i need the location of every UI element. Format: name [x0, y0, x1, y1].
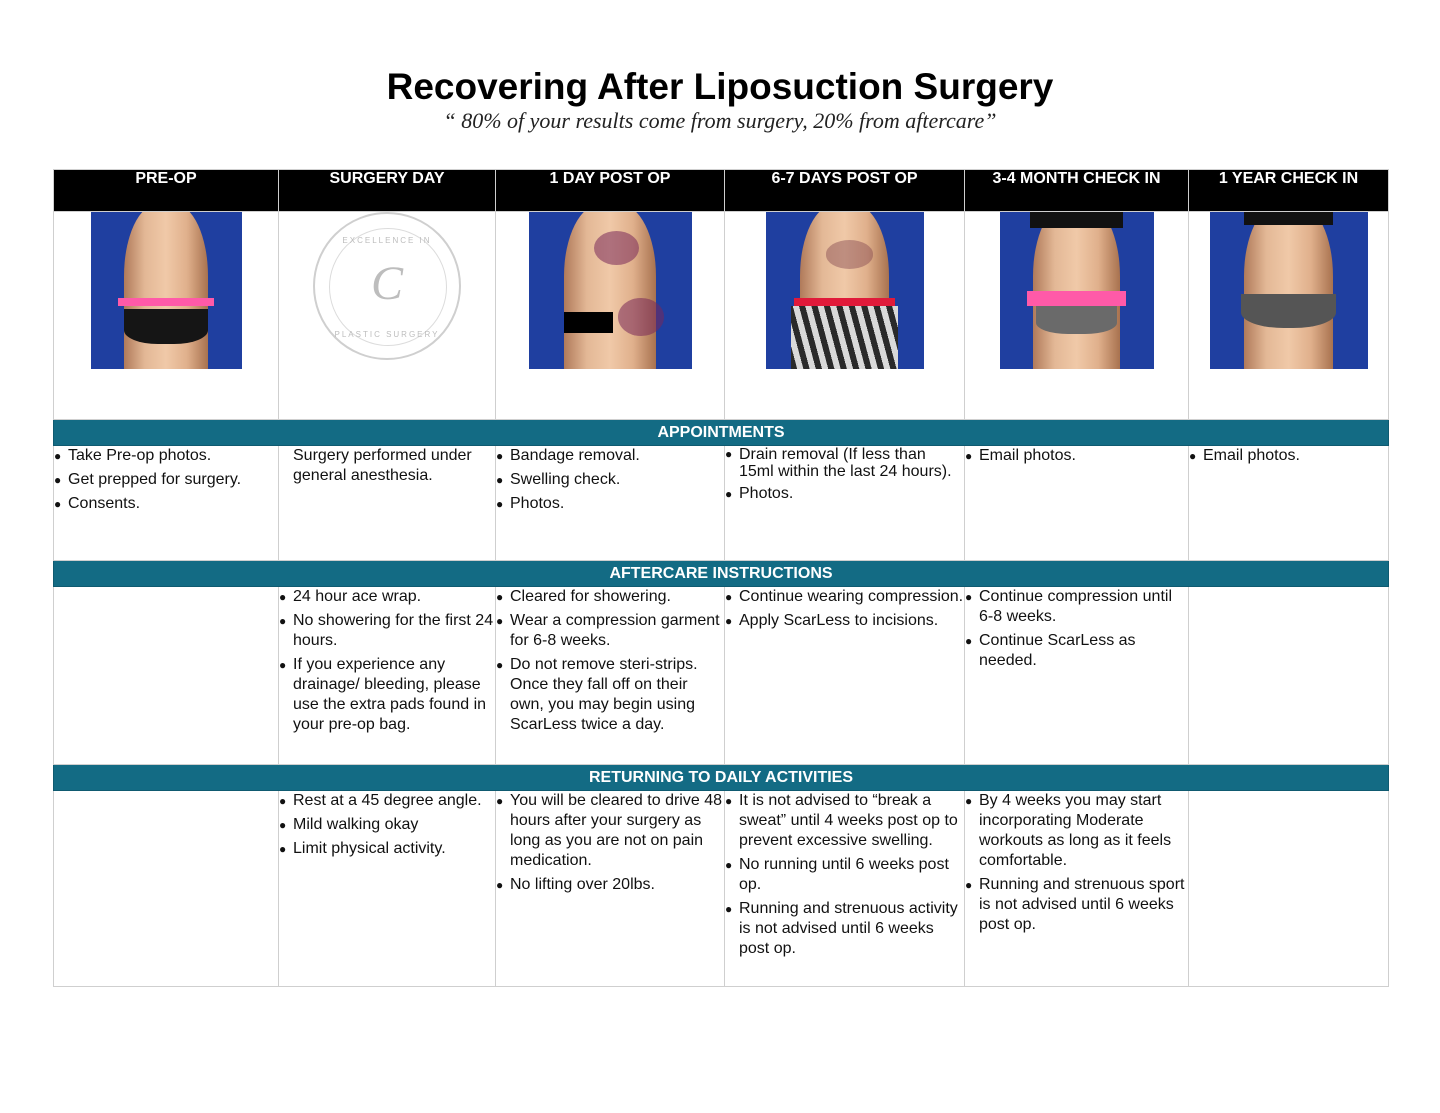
list-item: ● Continue compression until 6-8 weeks.: [965, 587, 1188, 627]
appointments-1-year-check-in: [1189, 446, 1389, 561]
month3-photo-cell: [965, 212, 1189, 420]
surgery-day-logo-cell: [279, 212, 496, 420]
aftercare-6-7-days-post-op: [725, 587, 965, 765]
list-item: ● By 4 weeks you may start incorporating Moderate workouts as long as it feels comfortable.: [965, 791, 1188, 871]
bullet-list: [54, 446, 278, 514]
bullet-list: [725, 791, 964, 959]
list-item: ● Take Pre-op photos.: [54, 446, 278, 466]
column-header-pre-op: PRE-OP: [54, 170, 279, 212]
list-item: ● Rest at a 45 degree angle.: [279, 791, 495, 811]
appointments-6-7-days-post-op: [725, 446, 965, 561]
logo-bottom-text: PLASTIC SURGERY: [334, 330, 440, 339]
column-header-1-year-check-in: 1 YEAR CHECK IN: [1189, 170, 1389, 212]
logo-letter: C: [370, 257, 403, 310]
activities-row: [54, 791, 1389, 987]
list-item: ● You will be cleared to drive 48 hours after your surgery as long as you are not on pain medication.: [496, 791, 724, 871]
aftercare-row: [54, 587, 1389, 765]
list-item: ● It is not advised to “break a sweat” until 4 weeks post op to prevent excessive swelling.: [725, 791, 964, 851]
section-header-aftercare: AFTERCARE INSTRUCTIONS: [54, 561, 1389, 587]
section-row-aftercare: [54, 561, 1389, 587]
section-header-activities: RETURNING TO DAILY ACTIVITIES: [54, 765, 1389, 791]
photo-row: [54, 212, 1389, 420]
pre-op-photo-cell: [54, 212, 279, 420]
column-header-3-4-month-check-in: 3-4 MONTH CHECK IN: [965, 170, 1189, 212]
bullet-list: [725, 446, 964, 504]
day1-photo: [529, 212, 692, 369]
list-item: ● If you experience any drainage/ bleeding, please use the extra pads found in your pre-op bag.: [279, 655, 495, 735]
activities-surgery-day: [279, 791, 496, 987]
section-row-appointments: [54, 420, 1389, 446]
bullet-list: [496, 446, 724, 514]
list-item: ● 24 hour ace wrap.: [279, 587, 495, 607]
day1-photo-cell: [496, 212, 725, 420]
aftercare-3-4-month-check-in: [965, 587, 1189, 765]
plain-text: Surgery performed under general anesthesia.: [293, 447, 472, 484]
list-item: ● Running and strenuous sport is not advised until 6 weeks post op.: [965, 875, 1188, 935]
aftercare-1-day-post-op: [496, 587, 725, 765]
list-item: ● No showering for the first 24 hours.: [279, 611, 495, 651]
appointments-surgery-day: [279, 446, 496, 561]
day7-photo: [766, 212, 924, 369]
appointments-3-4-month-check-in: [965, 446, 1189, 561]
month3-photo: [1000, 212, 1154, 369]
list-item: ● No running until 6 weeks post op.: [725, 855, 964, 895]
activities-6-7-days-post-op: [725, 791, 965, 987]
year1-photo-cell: [1189, 212, 1389, 420]
activities-1-day-post-op: [496, 791, 725, 987]
list-item: ● Get prepped for surgery.: [54, 470, 278, 490]
bullet-list: [279, 791, 495, 859]
list-item: ● Wear a compression garment for 6-8 weeks.: [496, 611, 724, 651]
list-item: ● Do not remove steri-strips. Once they fall off on their own, you may begin using ScarLess twice a day.: [496, 655, 724, 735]
column-header-1-day-post-op: 1 DAY POST OP: [496, 170, 725, 212]
appointments-1-day-post-op: [496, 446, 725, 561]
list-item: ● Apply ScarLess to incisions.: [725, 611, 964, 631]
list-item: ● Bandage removal.: [496, 446, 724, 466]
privacy-censor-bar: [564, 312, 613, 332]
list-item: ● Consents.: [54, 494, 278, 514]
activities-3-4-month-check-in: [965, 791, 1189, 987]
list-item: ● Limit physical activity.: [279, 839, 495, 859]
pre-op-photo: [91, 212, 242, 369]
bullet-list: [1189, 446, 1388, 466]
year1-photo: [1210, 212, 1368, 369]
list-item: ● Continue ScarLess as needed.: [965, 631, 1188, 671]
aftercare-surgery-day: [279, 587, 496, 765]
column-header-row: [54, 170, 1389, 212]
list-item: ● Running and strenuous activity is not advised until 6 weeks post op.: [725, 899, 964, 959]
section-header-appointments: APPOINTMENTS: [54, 420, 1389, 446]
recovery-timeline-table: [53, 169, 1389, 987]
day7-photo-cell: [725, 212, 965, 420]
page-title: Recovering After Liposuction Surgery: [386, 66, 1054, 107]
list-item: ● Continue wearing compression.: [725, 587, 964, 607]
list-item: ● Email photos.: [1189, 446, 1388, 466]
list-item: ● Drain removal (If less than 15ml within the last 24 hours).: [725, 446, 964, 480]
list-item: ● Email photos.: [965, 446, 1188, 466]
page-subtitle-quote: “ 80% of your results come from surgery, 20% from aftercare”: [443, 108, 997, 133]
bullet-list: [725, 587, 964, 631]
bullet-list: [965, 791, 1188, 935]
list-item: ● Photos.: [496, 494, 724, 514]
section-row-activities: [54, 765, 1389, 791]
column-header-6-7-days-post-op: 6-7 DAYS POST OP: [725, 170, 965, 212]
list-item: ● Mild walking okay: [279, 815, 495, 835]
aftercare-1-year-check-in: [1189, 587, 1389, 765]
list-item: ● Cleared for showering.: [496, 587, 724, 607]
appointments-row: [54, 446, 1389, 561]
activities-1-year-check-in: [1189, 791, 1389, 987]
appointments-pre-op: [54, 446, 279, 561]
column-header-surgery-day: SURGERY DAY: [279, 170, 496, 212]
bullet-list: [965, 587, 1188, 671]
list-item: ● Photos.: [725, 484, 964, 504]
aftercare-pre-op: [54, 587, 279, 765]
bullet-list: [279, 587, 495, 735]
bullet-list: [496, 791, 724, 895]
logo-top-text: EXCELLENCE IN: [342, 236, 432, 245]
excellence-logo: [313, 212, 461, 360]
list-item: ● No lifting over 20lbs.: [496, 875, 724, 895]
list-item: ● Swelling check.: [496, 470, 724, 490]
bullet-list: [496, 587, 724, 735]
bullet-list: [965, 446, 1188, 466]
activities-pre-op: [54, 791, 279, 987]
